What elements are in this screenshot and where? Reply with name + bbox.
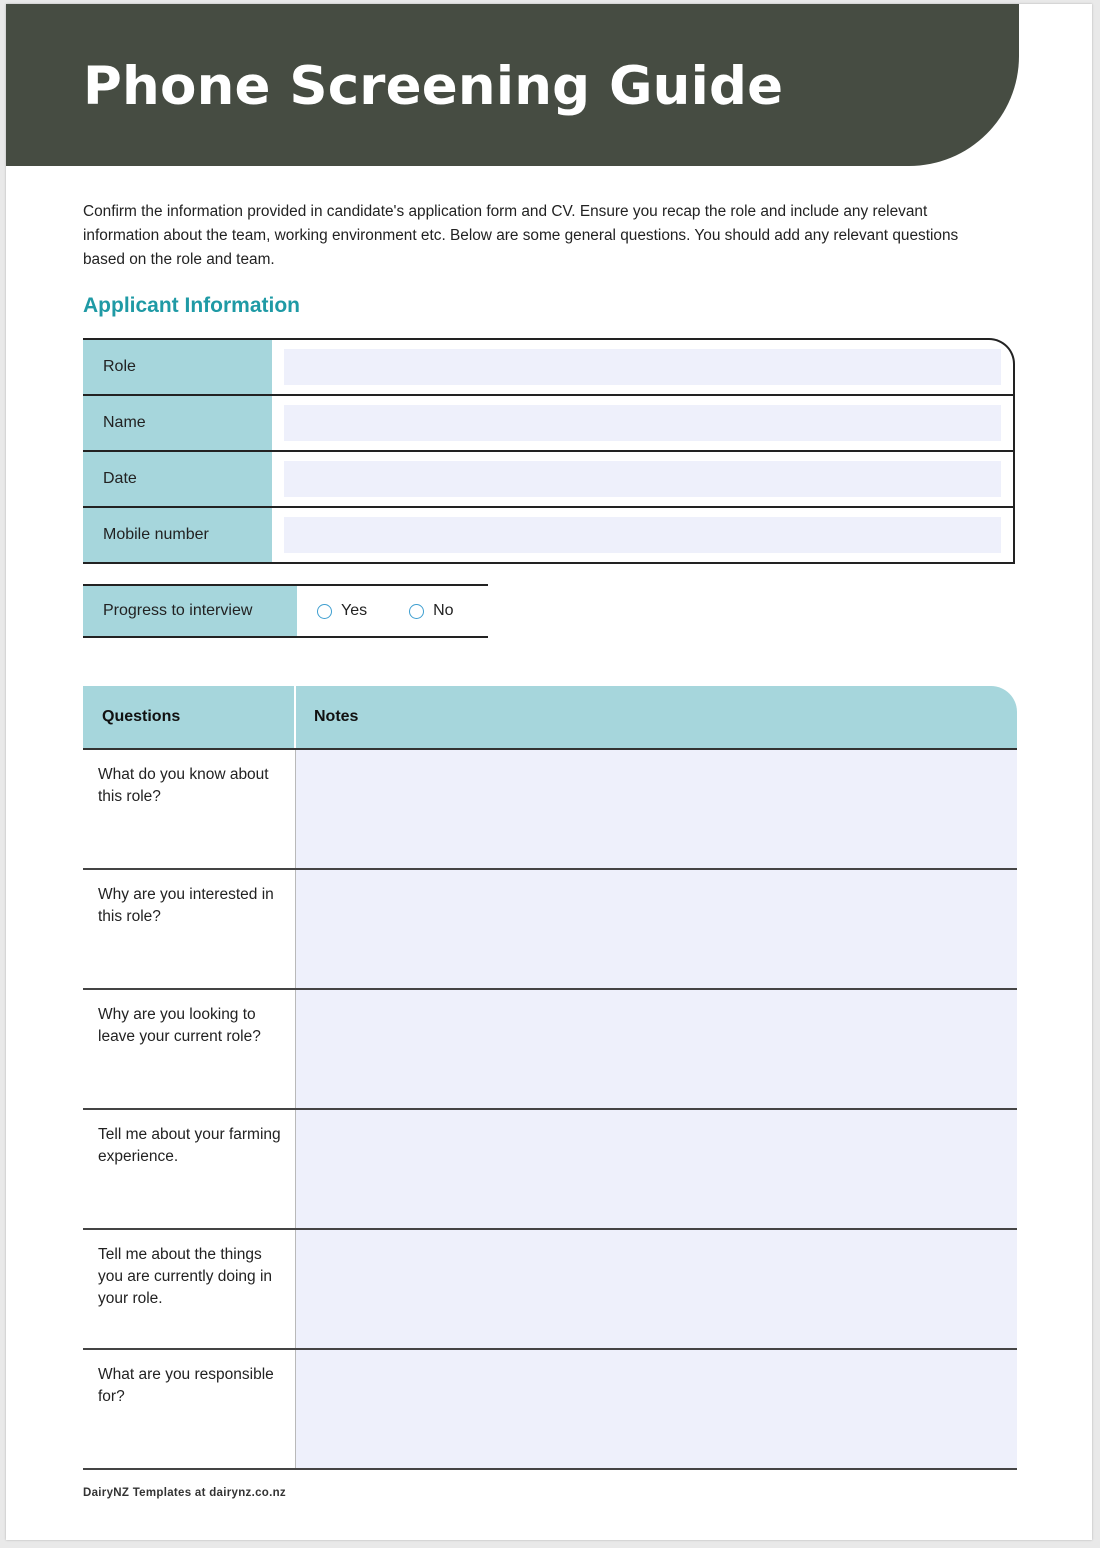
- applicant-heading: Applicant Information: [83, 294, 300, 317]
- table-row: [83, 1350, 1017, 1470]
- question-text: Why are you looking to leave your current role?: [83, 990, 296, 1108]
- questions-table: [83, 686, 1017, 1470]
- role-field[interactable]: [284, 349, 1001, 385]
- question-text: What do you know about this role?: [83, 750, 296, 868]
- notes-field[interactable]: [296, 1350, 1017, 1468]
- question-text: Tell me about your farming experience.: [83, 1110, 296, 1228]
- intro-paragraph: Confirm the information provided in candidate's application form and CV. Ensure you recap the role and include any relevant information about the team, working environment etc. Below are some general questions. You should add any relevant questions based on the role and team.: [83, 203, 959, 268]
- progress-label: Progress to interview: [83, 586, 297, 636]
- notes-field[interactable]: [296, 870, 1017, 988]
- date-field[interactable]: [284, 461, 1001, 497]
- name-label: Name: [83, 396, 272, 450]
- footer-text: DairyNZ Templates at dairynz.co.nz: [83, 1487, 286, 1499]
- applicant-row-date: [83, 450, 1013, 506]
- date-label: Date: [83, 452, 272, 506]
- radio-yes-circle[interactable]: [317, 604, 332, 619]
- table-row: [83, 1230, 1017, 1350]
- questions-column-header: Questions: [83, 686, 296, 748]
- document-page: [6, 4, 1092, 1540]
- radio-no-label: No: [433, 602, 454, 619]
- table-row: [83, 990, 1017, 1110]
- table-row: [83, 1110, 1017, 1230]
- radio-no-circle[interactable]: [409, 604, 424, 619]
- radio-yes-label: Yes: [341, 602, 368, 619]
- question-text: Why are you interested in this role?: [83, 870, 296, 988]
- questions-table-header: [83, 686, 1017, 750]
- progress-to-interview: [83, 584, 488, 638]
- applicant-table: [83, 338, 1015, 564]
- mobile-field[interactable]: [284, 517, 1001, 553]
- role-label: Role: [83, 340, 272, 394]
- applicant-row-role: [83, 340, 1013, 394]
- notes-field[interactable]: [296, 990, 1017, 1108]
- table-row: [83, 750, 1017, 870]
- notes-column-header: Notes: [314, 708, 359, 725]
- notes-field[interactable]: [296, 1230, 1017, 1348]
- radio-yes[interactable]: [317, 586, 367, 636]
- applicant-row-mobile: [83, 506, 1013, 562]
- notes-field[interactable]: [296, 1110, 1017, 1228]
- name-field[interactable]: [284, 405, 1001, 441]
- table-row: [83, 870, 1017, 990]
- notes-field[interactable]: [296, 750, 1017, 868]
- question-text: Tell me about the things you are currently doing in your role.: [83, 1230, 296, 1348]
- page-title: Phone Screening Guide: [83, 56, 784, 117]
- title-banner: [6, 4, 1019, 166]
- question-text: What are you responsible for?: [83, 1350, 296, 1468]
- radio-no[interactable]: [409, 586, 453, 636]
- applicant-row-name: [83, 394, 1013, 450]
- mobile-label: Mobile number: [83, 508, 272, 562]
